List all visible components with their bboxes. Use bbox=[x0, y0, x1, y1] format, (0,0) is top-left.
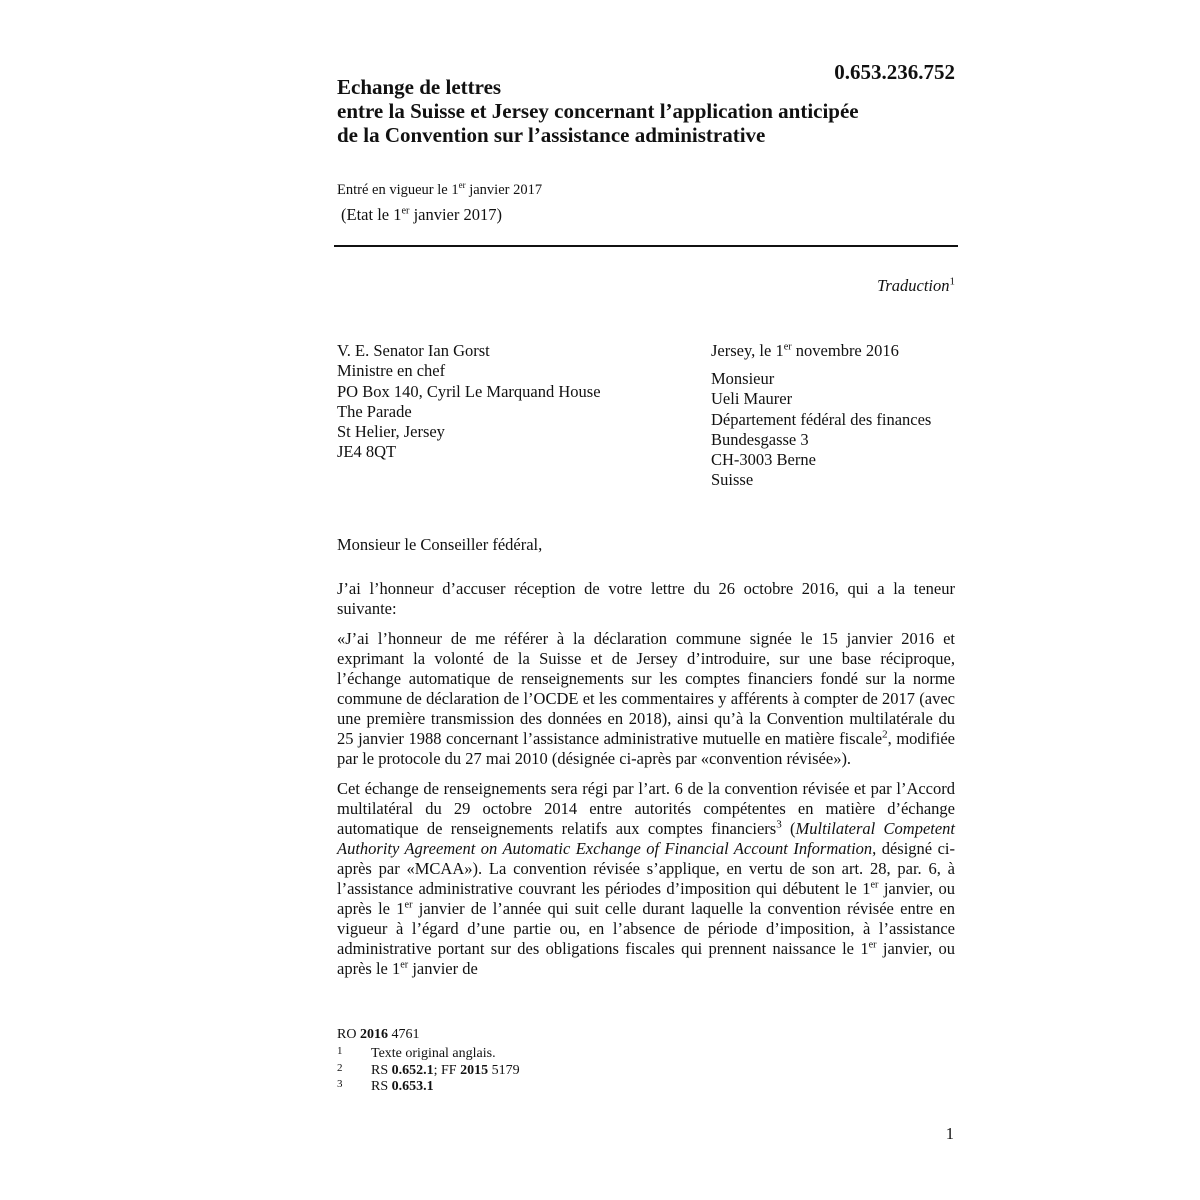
footnote-ref[interactable]: 2 bbox=[882, 728, 888, 741]
sender-line: Ministre en chef bbox=[337, 361, 446, 381]
footnote-number: 3 bbox=[337, 1078, 343, 1090]
translation-note: Traduction$^1$ bbox=[877, 275, 955, 295]
place-and-date: Jersey, le 1er novembre 2016 bbox=[711, 341, 899, 360]
letter-body bbox=[337, 579, 955, 979]
sender-line: The Parade bbox=[337, 401, 412, 421]
recipient-line: Ueli Maurer bbox=[711, 389, 793, 409]
recipient-line: Monsieur bbox=[711, 369, 775, 388]
document-title bbox=[337, 75, 957, 147]
ro-reference: RO 2016 4761 bbox=[337, 1027, 420, 1042]
recipient-line: Bundesgasse 3 bbox=[711, 429, 809, 449]
italic-title: Multilateral Competent Authority Agreement on Automatic Exchange of Financial Account Information bbox=[337, 819, 956, 858]
footnote-text: RS 0.652.1; FF 2015 5179 bbox=[371, 1062, 520, 1078]
sender-line: PO Box 140, Cyril Le Marquand House bbox=[337, 381, 601, 401]
footnote-number: 1 bbox=[337, 1045, 343, 1057]
title-line: Echange de lettres bbox=[337, 75, 502, 99]
footnote-text: Texte original anglais. bbox=[371, 1046, 496, 1061]
recipient-line: Suisse bbox=[711, 470, 754, 490]
paragraph: J’ai l’honneur d’accuser réception de votre lettre du 26 octobre 2016, qui a la teneur suivante: bbox=[337, 579, 955, 618]
recipient-address bbox=[711, 369, 931, 491]
footnote-ref[interactable]: 3 bbox=[776, 818, 782, 831]
footnote-ref[interactable]: 1 bbox=[949, 275, 955, 288]
footnote-text: RS 0.653.1 bbox=[371, 1079, 434, 1094]
footnote-number: 2 bbox=[337, 1061, 343, 1074]
state-date: (Etat le 1er janvier 2017) bbox=[341, 205, 502, 224]
sender-address bbox=[337, 341, 601, 463]
title-line: entre la Suisse et Jersey concernant l’application anticipée bbox=[337, 99, 859, 123]
sender-line: V. E. Senator Ian Gorst bbox=[337, 341, 490, 360]
title-line: de la Convention sur l’assistance administrative bbox=[337, 123, 766, 147]
paragraph: Cet échange de renseignements sera régi par l’art. 6 de la convention révisée et par l’Accord multilatéral du 29 octobre 2014 entre autorités compétentes en matière d’échange automatique de renseignements relatifs aux comptes financiers$^3$ (Multilateral Competent Authority Agreement on Automatic Exchange of Financial Account Information, désigné ci-après par «MCAA»). La convention révisée s’applique, en vertu de son art. 28, par. 6, à l’assistance administrative couvrant les périodes d’imposition qui débutent le 1er janvier, ou après le 1er janvier de l’année qui suit celle durant laquelle la convention révisée entre en vigueur à l’égard d’une partie ou, en l’absence de période d’imposition, à l’assistance administrative portant sur des obligations fiscales qui prennent naissance le 1er janvier, ou après le 1er janvier de bbox=[337, 779, 956, 978]
page-number: 1 bbox=[945, 1124, 954, 1143]
recipient-line: Département fédéral des finances bbox=[711, 409, 932, 429]
entry-into-force: Entré en vigueur le 1er janvier 2017 bbox=[337, 180, 543, 198]
sender-line: St Helier, Jersey bbox=[337, 422, 445, 442]
paragraph: «J’ai l’honneur de me référer à la déclaration commune signée le 15 janvier 2016 et exprimant la volonté de la Suisse et de Jersey d’introduire, sur une base réciproque, l’échange automatique de renseignements sur les comptes financiers fondé sur la norme commune de déclaration de l’OCDE et les commentaires y afférents à compter de 2017 (avec une première transmission des données en 2018), ainsi qu’à la Convention multilatérale du 25 janvier 1988 concernant l’assistance administrative mutuelle en matière fiscale$^2$, modifiée par le protocole du 27 mai 2010 (désignée ci-après par «convention révisée»). bbox=[337, 629, 955, 768]
sender-line: JE4 8QT bbox=[337, 442, 397, 462]
salutation: Monsieur le Conseiller fédéral, bbox=[337, 535, 543, 554]
recipient-line: CH-3003 Berne bbox=[711, 450, 816, 470]
header-divider bbox=[334, 245, 958, 247]
sr-number: 0.653.236.752 bbox=[834, 60, 955, 84]
